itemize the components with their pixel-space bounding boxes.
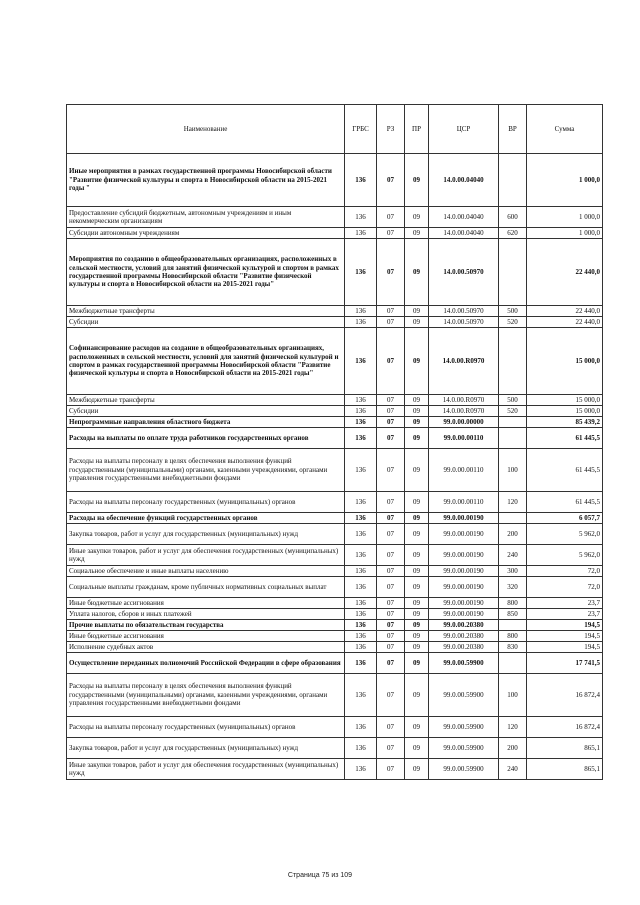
cell-grbs: 136 <box>345 154 377 207</box>
cell-vr <box>499 239 527 306</box>
cell-name: Прочие выплаты по обязательствам государства <box>67 620 345 631</box>
cell-sum: 1 000,0 <box>527 154 603 207</box>
cell-name: Осуществление переданных полномочий Российской Федерации в сфере образования <box>67 653 345 674</box>
cell-grbs: 136 <box>345 577 377 598</box>
cell-sum: 194,5 <box>527 642 603 653</box>
header-grbs: ГРБС <box>345 105 377 154</box>
cell-sum: 17 741,5 <box>527 653 603 674</box>
cell-name: Субсидии <box>67 406 345 417</box>
header-name: Наименование <box>67 105 345 154</box>
cell-sum: 22 440,0 <box>527 239 603 306</box>
table-body <box>67 154 603 780</box>
header-sum: Сумма <box>527 105 603 154</box>
cell-name: Исполнение судебных актов <box>67 642 345 653</box>
cell-rz: 07 <box>377 317 405 328</box>
cell-rz: 07 <box>377 239 405 306</box>
cell-grbs: 136 <box>345 609 377 620</box>
cell-name: Расходы на выплаты по оплате труда работников государственных органов <box>67 428 345 449</box>
cell-vr: 850 <box>499 609 527 620</box>
table-row <box>67 492 603 513</box>
table-row <box>67 449 603 492</box>
table-row <box>67 642 603 653</box>
table-row <box>67 620 603 631</box>
cell-pr: 09 <box>405 598 429 609</box>
cell-csr: 14.0.00.04040 <box>429 154 499 207</box>
cell-csr: 14.0.00.R0970 <box>429 328 499 395</box>
cell-name: Закупка товаров, работ и услуг для государственных (муниципальных) нужд <box>67 524 345 545</box>
cell-sum: 72,0 <box>527 566 603 577</box>
cell-vr <box>499 428 527 449</box>
cell-vr: 830 <box>499 642 527 653</box>
cell-pr: 09 <box>405 577 429 598</box>
cell-rz: 07 <box>377 207 405 228</box>
cell-rz: 07 <box>377 598 405 609</box>
cell-name: Иные мероприятия в рамках государственной программы Новосибирской области "Развитие физической культуры и спорта в Новосибирской области на 2015-2021 годы " <box>67 154 345 207</box>
cell-pr: 09 <box>405 417 429 428</box>
cell-csr: 14.0.00.04040 <box>429 228 499 239</box>
cell-rz: 07 <box>377 738 405 759</box>
cell-vr: 240 <box>499 545 527 566</box>
cell-sum: 194,5 <box>527 620 603 631</box>
cell-sum: 61 445,5 <box>527 492 603 513</box>
cell-pr: 09 <box>405 717 429 738</box>
cell-vr: 520 <box>499 317 527 328</box>
cell-vr <box>499 513 527 524</box>
cell-vr <box>499 328 527 395</box>
cell-name: Расходы на выплаты персоналу государственных (муниципальных) органов <box>67 492 345 513</box>
cell-pr: 09 <box>405 620 429 631</box>
cell-name: Субсидии автономным учреждениям <box>67 228 345 239</box>
cell-sum: 61 445,5 <box>527 449 603 492</box>
cell-csr: 14.0.00.R0970 <box>429 395 499 406</box>
cell-vr <box>499 620 527 631</box>
cell-vr: 120 <box>499 492 527 513</box>
cell-sum: 16 872,4 <box>527 717 603 738</box>
cell-rz: 07 <box>377 577 405 598</box>
cell-grbs: 136 <box>345 674 377 717</box>
table-row <box>67 328 603 395</box>
cell-rz: 07 <box>377 154 405 207</box>
cell-sum: 1 000,0 <box>527 207 603 228</box>
cell-rz: 07 <box>377 620 405 631</box>
cell-vr: 320 <box>499 577 527 598</box>
cell-name: Закупка товаров, работ и услуг для государственных (муниципальных) нужд <box>67 738 345 759</box>
cell-grbs: 136 <box>345 631 377 642</box>
cell-vr: 120 <box>499 717 527 738</box>
cell-rz: 07 <box>377 545 405 566</box>
cell-vr: 500 <box>499 306 527 317</box>
cell-rz: 07 <box>377 228 405 239</box>
header-csr: ЦСР <box>429 105 499 154</box>
cell-name: Иные бюджетные ассигнования <box>67 631 345 642</box>
cell-name: Социальные выплаты гражданам, кроме публичных нормативных социальных выплат <box>67 577 345 598</box>
cell-csr: 14.0.00.50970 <box>429 239 499 306</box>
cell-grbs: 136 <box>345 545 377 566</box>
cell-rz: 07 <box>377 417 405 428</box>
cell-name: Предоставление субсидий бюджетным, автономным учреждениям и иным некоммерческим организациям <box>67 207 345 228</box>
table-row <box>67 717 603 738</box>
cell-sum: 85 439,2 <box>527 417 603 428</box>
cell-grbs: 136 <box>345 642 377 653</box>
cell-pr: 09 <box>405 154 429 207</box>
cell-csr: 99.0.00.00190 <box>429 609 499 620</box>
cell-grbs: 136 <box>345 524 377 545</box>
cell-name: Расходы на выплаты персоналу в целях обеспечения выполнения функций государственными (муниципальными) органами, казенными учреждениями, органами управления государственными внебюджетными фондами <box>67 674 345 717</box>
cell-rz: 07 <box>377 328 405 395</box>
cell-vr: 100 <box>499 449 527 492</box>
cell-grbs: 136 <box>345 620 377 631</box>
cell-name: Иные закупки товаров, работ и услуг для обеспечения государственных (муниципальных) нужд <box>67 545 345 566</box>
cell-pr: 09 <box>405 545 429 566</box>
table-row <box>67 738 603 759</box>
cell-csr: 14.0.00.50970 <box>429 306 499 317</box>
header-rz: РЗ <box>377 105 405 154</box>
cell-grbs: 136 <box>345 598 377 609</box>
cell-name: Софинансирование расходов на создание в общеобразовательных организациях, расположенных в сельской местности, условий для занятий физической культурой и спортом в рамках государственной программы Новосибирской области "Развитие физической культуры и спорта в Новосибирской области на 2015-2021 годы" <box>67 328 345 395</box>
cell-sum: 1 000,0 <box>527 228 603 239</box>
table-row <box>67 428 603 449</box>
page-footer: Страница 75 из 109 <box>287 872 353 879</box>
cell-pr: 09 <box>405 759 429 780</box>
cell-pr: 09 <box>405 395 429 406</box>
cell-grbs: 136 <box>345 395 377 406</box>
cell-grbs: 136 <box>345 328 377 395</box>
cell-csr: 99.0.00.20380 <box>429 620 499 631</box>
cell-csr: 99.0.00.20380 <box>429 642 499 653</box>
cell-csr: 99.0.00.00190 <box>429 566 499 577</box>
cell-csr: 99.0.00.59900 <box>429 738 499 759</box>
cell-grbs: 136 <box>345 653 377 674</box>
table-row <box>67 759 603 780</box>
cell-vr <box>499 653 527 674</box>
cell-rz: 07 <box>377 306 405 317</box>
table-row <box>67 674 603 717</box>
cell-csr: 99.0.00.00000 <box>429 417 499 428</box>
cell-sum: 23,7 <box>527 598 603 609</box>
cell-csr: 99.0.00.00190 <box>429 524 499 545</box>
table-row <box>67 598 603 609</box>
cell-grbs: 136 <box>345 492 377 513</box>
cell-vr: 240 <box>499 759 527 780</box>
table-row <box>67 631 603 642</box>
cell-rz: 07 <box>377 674 405 717</box>
cell-csr: 99.0.00.00190 <box>429 513 499 524</box>
cell-pr: 09 <box>405 653 429 674</box>
cell-grbs: 136 <box>345 417 377 428</box>
table-row <box>67 207 603 228</box>
cell-sum: 5 962,0 <box>527 524 603 545</box>
cell-rz: 07 <box>377 406 405 417</box>
cell-pr: 09 <box>405 642 429 653</box>
cell-sum: 22 440,0 <box>527 317 603 328</box>
cell-grbs: 136 <box>345 428 377 449</box>
cell-grbs: 136 <box>345 207 377 228</box>
cell-grbs: 136 <box>345 306 377 317</box>
header-vr: ВР <box>499 105 527 154</box>
cell-csr: 99.0.00.20380 <box>429 631 499 642</box>
table-row <box>67 524 603 545</box>
table-row <box>67 566 603 577</box>
cell-name: Межбюджетные трансферты <box>67 395 345 406</box>
cell-pr: 09 <box>405 328 429 395</box>
cell-sum: 5 962,0 <box>527 545 603 566</box>
cell-sum: 61 445,5 <box>527 428 603 449</box>
table-row <box>67 609 603 620</box>
cell-vr: 800 <box>499 598 527 609</box>
budget-table-page <box>66 104 602 780</box>
cell-name: Межбюджетные трансферты <box>67 306 345 317</box>
cell-sum: 15 000,0 <box>527 328 603 395</box>
cell-pr: 09 <box>405 306 429 317</box>
table-row <box>67 228 603 239</box>
cell-vr: 100 <box>499 674 527 717</box>
cell-pr: 09 <box>405 524 429 545</box>
cell-grbs: 136 <box>345 738 377 759</box>
budget-table <box>66 104 603 780</box>
cell-pr: 09 <box>405 449 429 492</box>
cell-sum: 16 872,4 <box>527 674 603 717</box>
table-row <box>67 154 603 207</box>
cell-csr: 99.0.00.00110 <box>429 492 499 513</box>
cell-vr: 200 <box>499 524 527 545</box>
table-row <box>67 239 603 306</box>
cell-rz: 07 <box>377 492 405 513</box>
cell-sum: 22 440,0 <box>527 306 603 317</box>
cell-rz: 07 <box>377 428 405 449</box>
table-header-row <box>67 105 603 154</box>
cell-rz: 07 <box>377 513 405 524</box>
cell-vr <box>499 417 527 428</box>
cell-pr: 09 <box>405 239 429 306</box>
cell-csr: 99.0.00.59900 <box>429 653 499 674</box>
table-row <box>67 395 603 406</box>
cell-sum: 865,1 <box>527 759 603 780</box>
cell-csr: 14.0.00.04040 <box>429 207 499 228</box>
cell-grbs: 136 <box>345 717 377 738</box>
cell-pr: 09 <box>405 207 429 228</box>
cell-pr: 09 <box>405 738 429 759</box>
table-row <box>67 317 603 328</box>
cell-grbs: 136 <box>345 239 377 306</box>
cell-pr: 09 <box>405 406 429 417</box>
cell-name: Расходы на выплаты персоналу в целях обеспечения выполнения функций государственными (муниципальными) органами, казенными учреждениями, органами управления государственными внебюджетными фондами <box>67 449 345 492</box>
cell-sum: 72,0 <box>527 577 603 598</box>
cell-grbs: 136 <box>345 513 377 524</box>
cell-pr: 09 <box>405 674 429 717</box>
cell-pr: 09 <box>405 492 429 513</box>
cell-name: Субсидии <box>67 317 345 328</box>
cell-rz: 07 <box>377 631 405 642</box>
cell-pr: 09 <box>405 566 429 577</box>
cell-pr: 09 <box>405 631 429 642</box>
table-row <box>67 545 603 566</box>
cell-rz: 07 <box>377 609 405 620</box>
cell-rz: 07 <box>377 717 405 738</box>
cell-grbs: 136 <box>345 317 377 328</box>
cell-grbs: 136 <box>345 228 377 239</box>
cell-pr: 09 <box>405 609 429 620</box>
cell-name: Социальное обеспечение и иные выплаты населению <box>67 566 345 577</box>
cell-vr: 800 <box>499 631 527 642</box>
cell-vr: 300 <box>499 566 527 577</box>
cell-csr: 14.0.00.50970 <box>429 317 499 328</box>
cell-csr: 99.0.00.59900 <box>429 759 499 780</box>
cell-csr: 99.0.00.59900 <box>429 674 499 717</box>
cell-vr: 600 <box>499 207 527 228</box>
cell-rz: 07 <box>377 395 405 406</box>
cell-name: Расходы на выплаты персоналу государственных (муниципальных) органов <box>67 717 345 738</box>
cell-pr: 09 <box>405 317 429 328</box>
table-row <box>67 513 603 524</box>
cell-name: Уплата налогов, сборов и иных платежей <box>67 609 345 620</box>
cell-rz: 07 <box>377 449 405 492</box>
cell-pr: 09 <box>405 428 429 449</box>
cell-vr: 620 <box>499 228 527 239</box>
cell-sum: 865,1 <box>527 738 603 759</box>
cell-csr: 99.0.00.00190 <box>429 577 499 598</box>
table-row <box>67 653 603 674</box>
cell-pr: 09 <box>405 513 429 524</box>
cell-name: Мероприятия по созданию в общеобразовательных организациях, расположенных в сельской местности, условий для занятий физической культурой и спортом в рамках государственной программы Новосибирской области "Развитие физической культуры и спорта в Новосибирской области на 2015-2021 годы" <box>67 239 345 306</box>
cell-name: Расходы на обеспечение функций государственных органов <box>67 513 345 524</box>
cell-sum: 23,7 <box>527 609 603 620</box>
cell-name: Непрограммные направления областного бюджета <box>67 417 345 428</box>
cell-sum: 194,5 <box>527 631 603 642</box>
table-row <box>67 306 603 317</box>
cell-csr: 14.0.00.R0970 <box>429 406 499 417</box>
cell-name: Иные закупки товаров, работ и услуг для обеспечения государственных (муниципальных) нужд <box>67 759 345 780</box>
cell-sum: 15 000,0 <box>527 406 603 417</box>
cell-csr: 99.0.00.00190 <box>429 545 499 566</box>
cell-vr: 500 <box>499 395 527 406</box>
cell-vr <box>499 154 527 207</box>
cell-rz: 07 <box>377 566 405 577</box>
cell-grbs: 136 <box>345 406 377 417</box>
cell-vr: 200 <box>499 738 527 759</box>
cell-sum: 15 000,0 <box>527 395 603 406</box>
cell-name: Иные бюджетные ассигнования <box>67 598 345 609</box>
cell-sum: 6 057,7 <box>527 513 603 524</box>
cell-grbs: 136 <box>345 449 377 492</box>
table-row <box>67 417 603 428</box>
cell-rz: 07 <box>377 524 405 545</box>
cell-rz: 07 <box>377 642 405 653</box>
table-row <box>67 577 603 598</box>
cell-rz: 07 <box>377 759 405 780</box>
cell-csr: 99.0.00.59900 <box>429 717 499 738</box>
cell-grbs: 136 <box>345 759 377 780</box>
cell-vr: 520 <box>499 406 527 417</box>
cell-grbs: 136 <box>345 566 377 577</box>
header-pr: ПР <box>405 105 429 154</box>
cell-csr: 99.0.00.00190 <box>429 598 499 609</box>
table-row <box>67 406 603 417</box>
cell-pr: 09 <box>405 228 429 239</box>
cell-csr: 99.0.00.00110 <box>429 428 499 449</box>
cell-csr: 99.0.00.00110 <box>429 449 499 492</box>
cell-rz: 07 <box>377 653 405 674</box>
